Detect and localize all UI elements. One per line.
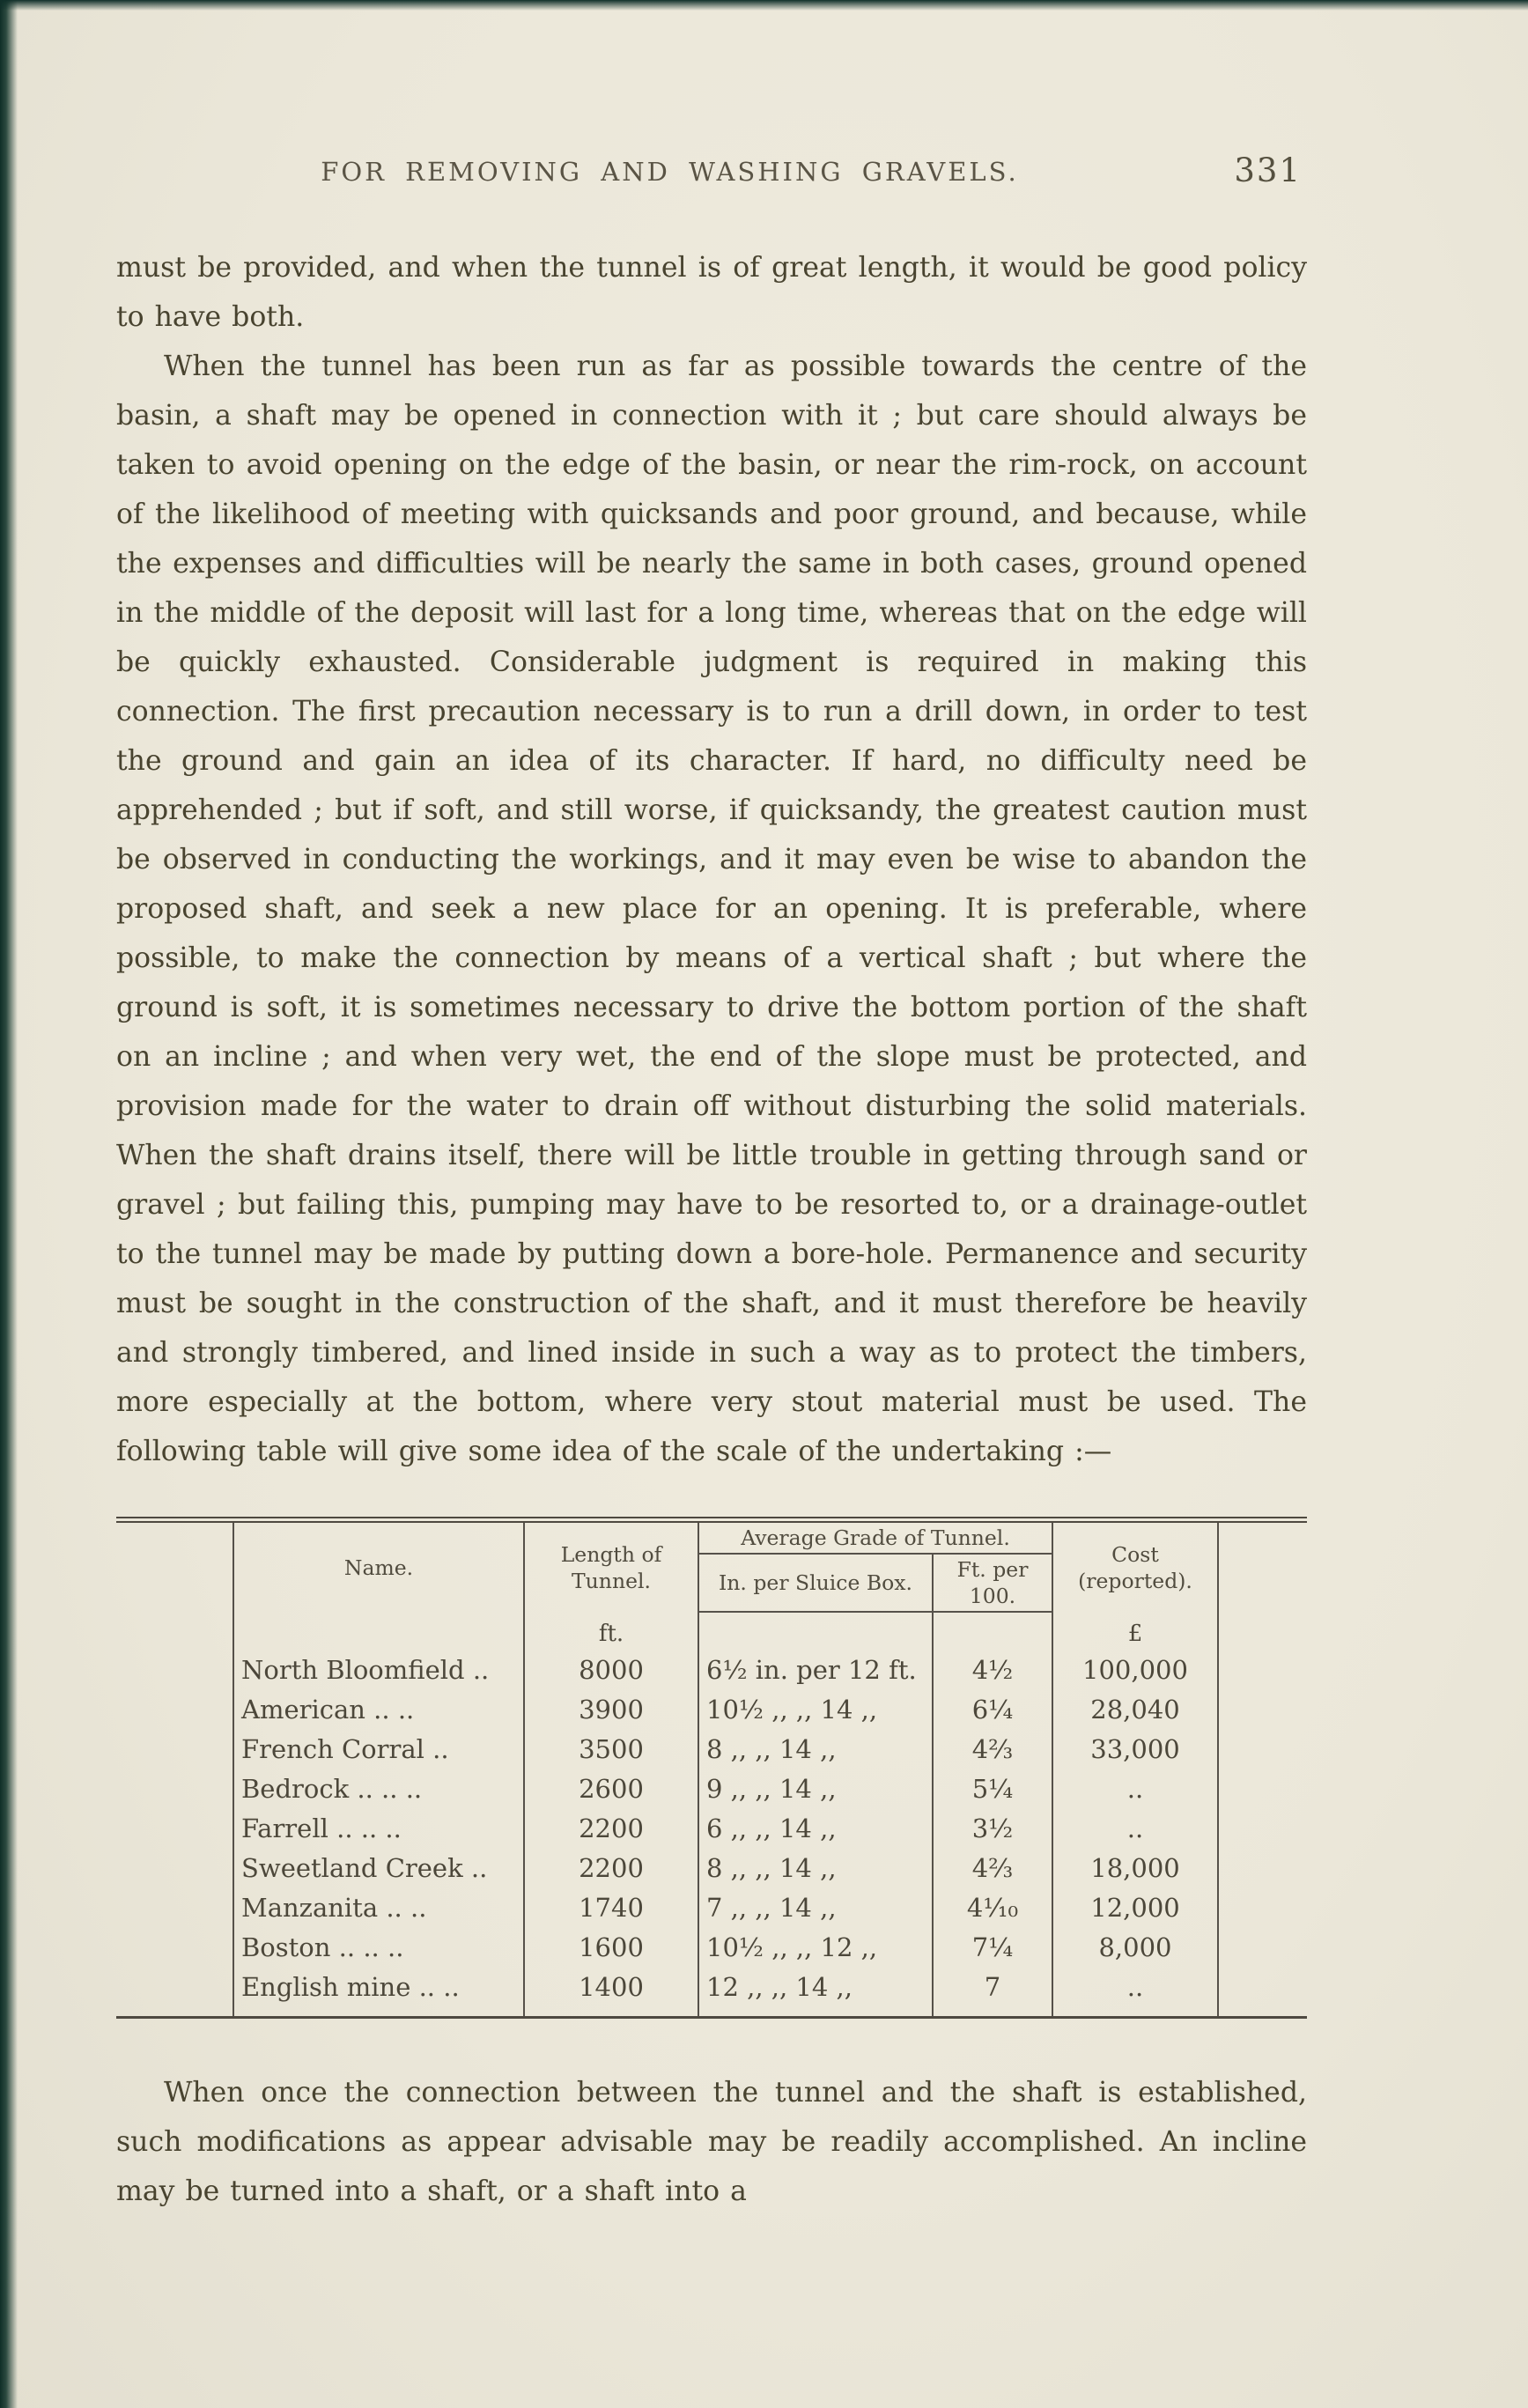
cell-cost: 28,040 <box>1052 1690 1218 1730</box>
cell-length: 2600 <box>524 1769 698 1809</box>
table-row <box>233 1968 1218 2016</box>
table-row <box>233 1769 1218 1809</box>
cell-grade-ft: 6¼ <box>933 1690 1052 1730</box>
cell-grade-in: 8 ,, ,, 14 ,, <box>698 1730 933 1769</box>
cell-grade-ft: 4½ <box>933 1651 1052 1690</box>
cell-grade-in: 10½ ,, ,, 12 ,, <box>698 1928 933 1968</box>
cell-name: French Corral .. <box>241 1734 449 1764</box>
cell-cost: 100,000 <box>1052 1651 1218 1690</box>
cell-grade-in: 10½ ,, ,, 14 ,, <box>698 1690 933 1730</box>
cell-name: North Bloomfield .. <box>241 1655 490 1685</box>
cell-grade-ft: 7¼ <box>933 1928 1052 1968</box>
cell-name: English mine .. .. <box>241 1972 460 2002</box>
table-row <box>233 1690 1218 1730</box>
paragraph-continuation: must be provided, and when the tunnel is of great length, it would be good policy to have both. <box>116 252 1307 333</box>
running-header-title: FOR REMOVING AND WASHING GRAVELS. <box>321 157 1019 187</box>
cell-length: 1600 <box>524 1928 698 1968</box>
paragraph-closing: When once the connection between the tunnel and the shaft is established, such modifications as appear advisable may be readily accomplished. An incline may be turned into a shaft, or a shaft into a <box>116 2077 1307 2207</box>
cell-name: Sweetland Creek .. <box>241 1853 488 1883</box>
cell-name: Bedrock .. .. .. <box>241 1774 423 1804</box>
scan-edge-left <box>0 0 18 2408</box>
cell-cost: .. <box>1052 1769 1218 1809</box>
cell-length: 1400 <box>524 1968 698 2016</box>
cell-grade-in: 8 ,, ,, 14 ,, <box>698 1849 933 1888</box>
units-row <box>233 1612 1218 1651</box>
col-header-name: Name. <box>343 1555 414 1580</box>
page-number: 331 <box>1234 151 1302 189</box>
col-header-grade-group: Average Grade of Tunnel. <box>698 1523 1052 1554</box>
cell-length: 3900 <box>524 1690 698 1730</box>
col-header-grade-in: In. per Sluice Box. <box>698 1554 933 1612</box>
cell-grade-ft: 3½ <box>933 1809 1052 1849</box>
col-header-cost: Cost (reported). <box>1052 1523 1218 1612</box>
cell-cost: .. <box>1052 1809 1218 1849</box>
unit-length: ft. <box>524 1612 698 1651</box>
cell-length: 3500 <box>524 1730 698 1769</box>
cell-cost: 8,000 <box>1052 1928 1218 1968</box>
scan-edge-top <box>0 0 1528 11</box>
cell-cost: .. <box>1052 1968 1218 2016</box>
col-header-grade-ft: Ft. per 100. <box>933 1554 1052 1612</box>
cell-grade-in: 6 ,, ,, 14 ,, <box>698 1809 933 1849</box>
running-header <box>116 150 1307 201</box>
table-row <box>233 1809 1218 1849</box>
cell-cost: 33,000 <box>1052 1730 1218 1769</box>
table-row <box>233 1651 1218 1690</box>
unit-cost: £ <box>1052 1612 1218 1651</box>
cell-grade-ft: 5¼ <box>933 1769 1052 1809</box>
cell-name: American .. .. <box>241 1695 415 1725</box>
table-row <box>233 1888 1218 1928</box>
page-content <box>116 150 1307 2216</box>
cell-name: Boston .. .. .. <box>241 1932 404 1962</box>
cell-length: 1740 <box>524 1888 698 1928</box>
cell-grade-ft: 4⅔ <box>933 1849 1052 1888</box>
paragraph-main: When the tunnel has been run as far as possible towards the centre of the basin, a shaft may be opened in connection with it ; but care should always be taken to avoid opening on the edge of the basin, or near the rim-rock, on account of the likelihood of meeting with quicksands and poor ground, and because, while the expenses and difficulties will be nearly the same in both cases, ground opened in the middle of the deposit will last for a long time, whereas that on the edge will be quickly exhausted. Considerable judgment is required in making this connection. The first precaution necessary is to run a drill down, in order to test the ground and gain an idea of its character. If hard, no difficulty need be apprehended ; but if soft, and still worse, if quicksandy, the greatest caution must be observed in conducting the workings, and it may even be wise to abandon the proposed shaft, and seek a new place for an opening. It is preferable, where possible, to make the connection by means of a vertical shaft ; but where the ground is soft, it is sometimes necessary to drive the bottom portion of the shaft on an incline ; and when very wet, the end of the slope must be protected, and provision made for the water to drain off without disturbing the solid materials. When the shaft drains itself, there will be little trouble in getting through sand or gravel ; but failing this, pumping may have to be resorted to, or a drainage-outlet to the tunnel may be made by putting down a bore-hole. Permanence and security must be sought in the construction of the shaft, and it must therefore be heavily and strongly timbered, and lined inside in such a way as to protect the timbers, more especially at the bottom, where very stout material must be used. The following table will give some idea of the scale of the undertaking :— <box>116 351 1307 1467</box>
cell-grade-in: 12 ,, ,, 14 ,, <box>698 1968 933 2016</box>
cell-length: 2200 <box>524 1849 698 1888</box>
cell-name: Manzanita .. .. <box>241 1893 427 1923</box>
cell-grade-in: 7 ,, ,, 14 ,, <box>698 1888 933 1928</box>
tunnel-table <box>116 1517 1307 2019</box>
cell-name: Farrell .. .. .. <box>241 1813 402 1843</box>
cell-cost: 12,000 <box>1052 1888 1218 1928</box>
table-row <box>233 1730 1218 1769</box>
cell-grade-ft: 4⅒ <box>933 1888 1052 1928</box>
cell-grade-ft: 4⅔ <box>933 1730 1052 1769</box>
col-header-length: Length of Tunnel. <box>524 1523 698 1612</box>
table-row <box>233 1849 1218 1888</box>
cell-grade-in: 6½ in. per 12 ft. <box>698 1651 933 1690</box>
table-row <box>233 1928 1218 1968</box>
cell-grade-ft: 7 <box>933 1968 1052 2016</box>
cell-cost: 18,000 <box>1052 1849 1218 1888</box>
cell-grade-in: 9 ,, ,, 14 ,, <box>698 1769 933 1809</box>
cell-length: 2200 <box>524 1809 698 1849</box>
cell-length: 8000 <box>524 1651 698 1690</box>
